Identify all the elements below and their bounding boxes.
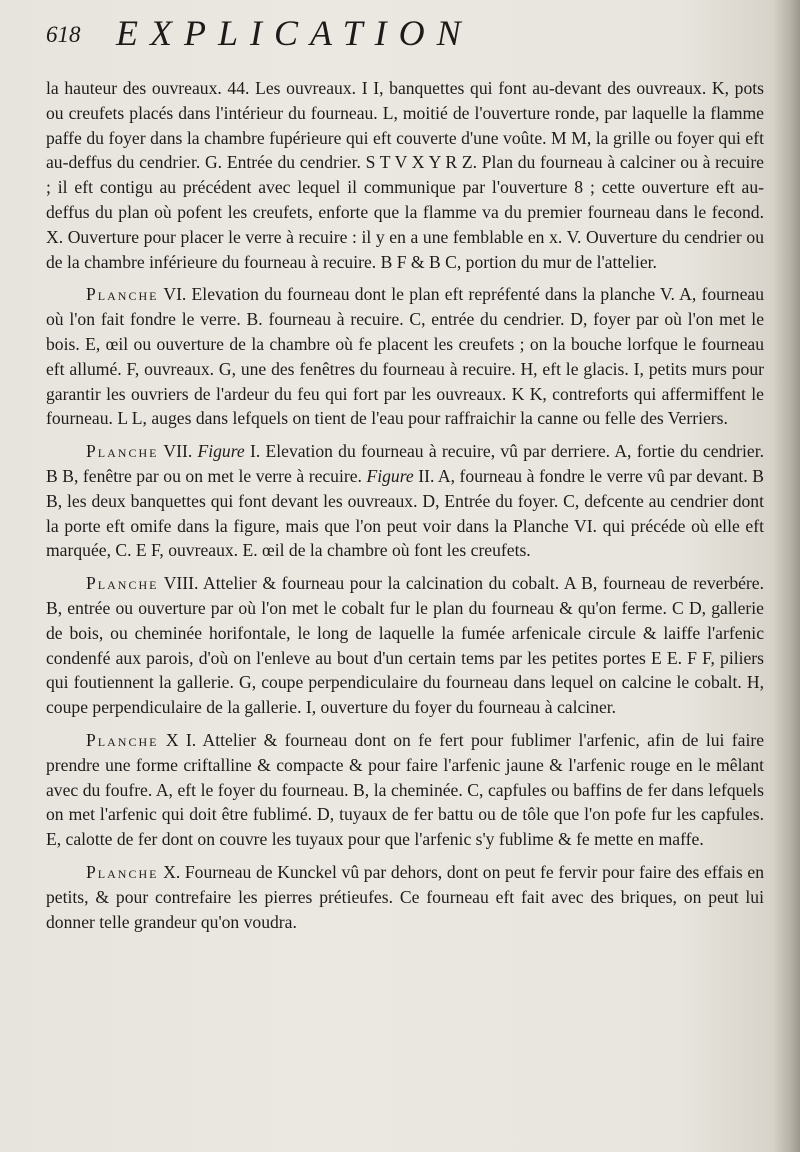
page-edge-shadow — [774, 0, 800, 1152]
paragraph-continuation — [46, 76, 764, 274]
paragraph-planche-vi — [46, 282, 764, 431]
page-number: 618 — [46, 22, 81, 47]
paragraph-planche-xi — [46, 728, 764, 852]
paragraph-text: VIII. Attelier & fourneau pour la calcination du cobalt. A B, fourneau de reverbére. B, entrée ou ouverture par où l'on met le cobalt fur le plan du fourneau & qu'on ferme. C D, gallerie de bois, ou cheminée horifontale, le long de laquelle la fumée arfenicale circule & laiffe l'arfenic condenfé aux parois, d'où on l'enleve au bout d'un certain tems par les petites portes E E. F F, piliers qui foutiennent la gallerie. G, coupe perpendiculaire du fourneau dans lequel on calcine le cobalt. H, coupe perpendiculaire de la gallerie. I, ouverture du foyer du fourneau à calciner. — [46, 573, 764, 718]
planche-label: Planche — [86, 861, 159, 882]
planche-label: Planche — [86, 441, 159, 462]
paragraph-text: X. Fourneau de Kunckel vû par dehors, dont on peut fe fervir pour faire des effais en petits, & pour contrefaire les pierres prétieufes. Ce fourneau eft fait avec des briques, on peut lui donner telle grandeur qu'on voudra. — [46, 861, 764, 932]
paragraph-text: II. A, fourneau à fondre le verre vû par devant. B B, les deux banquettes qui font devant les ouvreaux. D, Entrée du foyer. C, defcente au cendrier dont la porte eft omife dans la figure, mais que l'on peut voir dans la Planche VI. qui précéde où elle eft marquée, C. E F, ouvreaux. E. œil de la chambre où font les creufets. — [46, 465, 764, 561]
planche-label: Planche — [86, 729, 159, 750]
paragraph-text: la hauteur des ouvreaux. 44. Les ouvreaux. I I, banquettes qui font au-devant des ouvreaux. K, pots ou creufets placés dans l'intérieur du fourneau. L, moitié de l'ouverture ronde, par laquelle la flamme paffe du foyer dans la chambre fupérieure qui eft couverte d'une voûte. M M, la grille ou foyer qui eft au-deffus du cendrier. G. Entrée du cendrier. S T V X Y R Z. Plan du fourneau à calciner ou à recuire ; il eft contigu au précédent avec lequel il communique par l'ouverture 8 ; cette ouverture eft au-deffus du plan où pofent les creufets, enforte que la flamme va du premier fourneau dans le fecond. X. Ouverture pour placer le verre à recuire : il y en a une femblable en x. V. Ouverture du cendrier ou de la chambre inférieure du fourneau à recuire. B F & B C, portion du mur de l'attelier. — [46, 78, 764, 272]
page-header — [46, 8, 746, 64]
paragraph-planche-vii — [46, 439, 764, 563]
page-body — [46, 76, 764, 942]
figure-label: Figure — [197, 441, 245, 462]
paragraph-planche-x — [46, 860, 764, 934]
planche-label: Planche — [86, 573, 159, 594]
running-title: EXPLICATION — [116, 13, 473, 53]
paragraph-planche-viii — [46, 571, 764, 720]
paragraph-text: X I. Attelier & fourneau dont on fe fert pour fublimer l'arfenic, afin de lui faire prendre une forme criftalline & compacte & pour faire l'arfenic jaune & l'arfenic rouge en le mêlant avec du foufre. A, eft le foyer du fourneau. B, la cheminée. C, capfules ou baffins de fer dans lefquels on met l'arfenic qui doit être fublimé. D, tuyaux de fer battu ou de tôle que l'on pofe fur les capfules. E, calotte de fer dont on couvre les tuyaux pour que l'arfenic s'y fublime & fe mette en maffe. — [46, 729, 764, 850]
paragraph-text: VI. Elevation du fourneau dont le plan eft repréfenté dans la planche V. A, fourneau où l'on fait fondre le verre. B. fourneau à recuire. C, entrée du cendrier. D, foyer par où l'on met le bois. E, œil ou ouverture de la chambre où fe placent les creufets ; on la bouche lorfque le fourneau eft allumé. F, ouvreaux. G, une des fenêtres du fourneau à recuire. H, eft le glacis. I, petits murs pour garantir les ouvriers de l'ardeur du feu qui fort par les ouvreaux. K K, contreforts qui affermiffent le fourneau. L L, auges dans lefquels on tient de l'eau pour raffraichir la canne ou felle des Verriers. — [46, 284, 764, 429]
planche-label: Planche — [86, 284, 159, 305]
paragraph-text: VII. — [158, 441, 198, 462]
figure-label: Figure — [366, 465, 414, 486]
paragraph-text: I. Elevation du fourneau à recuire, vû par derriere. A, fortie du cendrier. B B, fenêtre par ou on met le verre à recuire. — [46, 441, 764, 486]
